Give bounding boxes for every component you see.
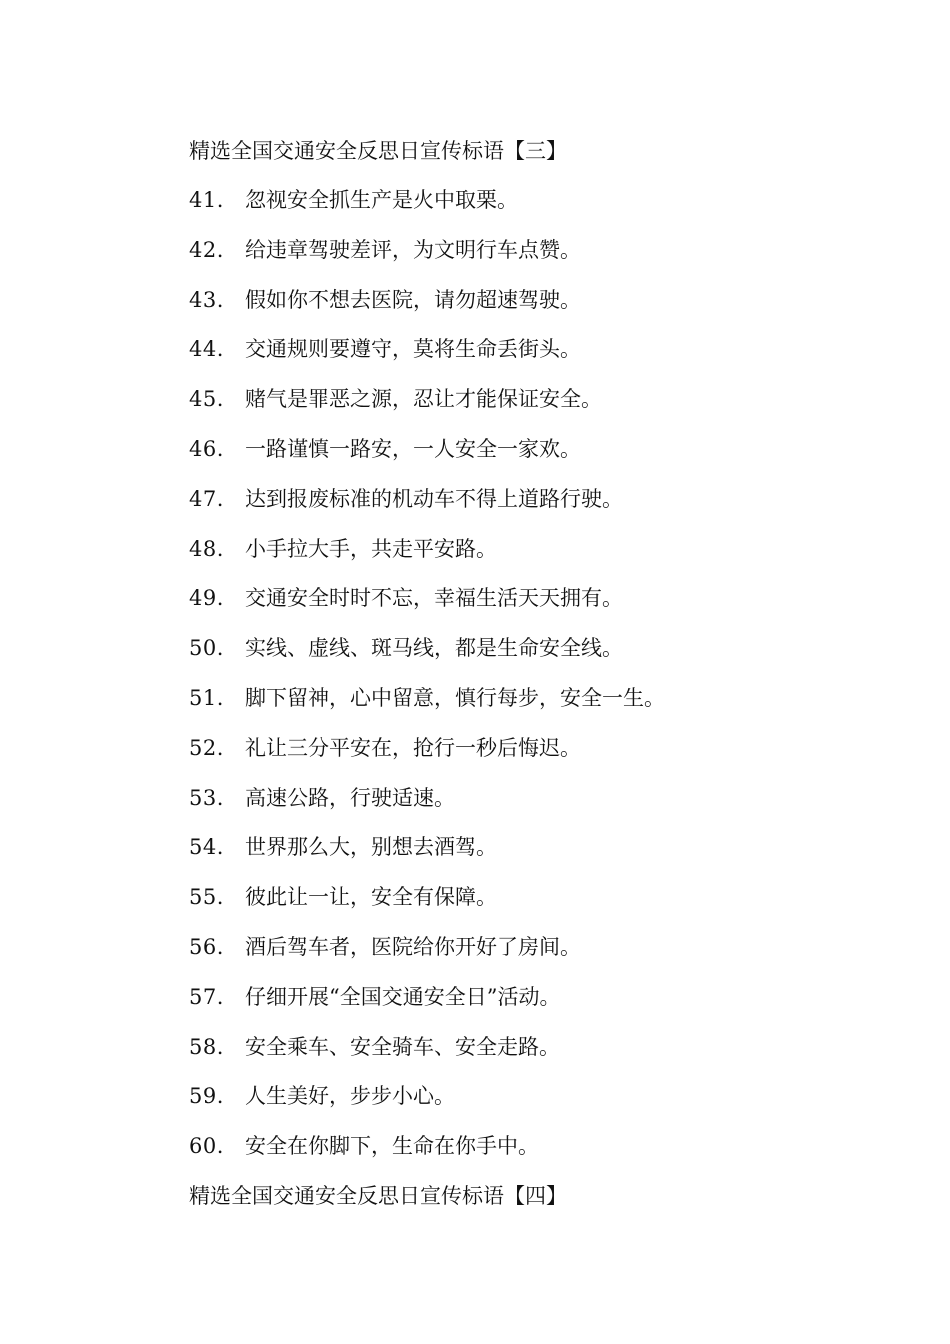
list-item (189, 1033, 665, 1083)
list-item (189, 385, 665, 435)
item-number: 46. (189, 436, 224, 461)
item-number: 57. (189, 984, 224, 1009)
section-heading-three: 精选全国交通安全反思日宣传标语【三】 (189, 139, 567, 163)
item-number: 48. (189, 536, 224, 561)
list-item (189, 883, 665, 933)
list-item (189, 286, 665, 336)
item-text: 世界那么大，别想去酒驾。 (245, 835, 497, 860)
item-number: 45. (189, 387, 224, 412)
item-text: 人生美好，步步小心。 (245, 1084, 455, 1109)
list-item (189, 833, 665, 883)
list-item (189, 983, 665, 1033)
item-text: 忽视安全抓生产是火中取栗。 (245, 188, 518, 212)
item-number: 42. (189, 237, 224, 262)
item-number: 49. (189, 586, 224, 611)
list-item (189, 485, 665, 535)
list-item (189, 784, 665, 834)
list-item (189, 435, 665, 485)
item-text: 安全在你脚下，生命在你手中。 (245, 1134, 539, 1159)
item-text: 彼此让一让，安全有保障。 (245, 885, 497, 910)
item-text: 达到报废标准的机动车不得上道路行驶。 (245, 486, 623, 511)
item-text: 高速公路，行驶适速。 (245, 785, 455, 810)
item-text: 安全乘车、安全骑车、安全走路。 (245, 1034, 560, 1059)
slogan-list (189, 186, 665, 1182)
item-text: 实线、虚线、斑马线，都是生命安全线。 (245, 636, 623, 661)
item-number: 53. (189, 785, 224, 810)
item-text: 酒后驾车者，医院给你开好了房间。 (245, 934, 581, 959)
item-text: 小手拉大手，共走平安路。 (245, 536, 497, 561)
item-number: 41. (189, 188, 224, 212)
list-item (189, 734, 665, 784)
item-text: 交通规则要遵守，莫将生命丢街头。 (245, 337, 581, 362)
list-item (189, 186, 665, 236)
item-number: 59. (189, 1084, 224, 1109)
list-item (189, 933, 665, 983)
section-heading-four: 精选全国交通安全反思日宣传标语【四】 (189, 1184, 567, 1208)
item-text: 给违章驾驶差评，为文明行车点赞。 (245, 237, 581, 262)
item-number: 52. (189, 735, 224, 760)
item-text: 仔细开展“全国交通安全日”活动。 (245, 984, 561, 1009)
item-text: 一路谨慎一路安，一人安全一家欢。 (245, 436, 581, 461)
item-text: 交通安全时时不忘，幸福生活天天拥有。 (245, 586, 623, 611)
list-item (189, 335, 665, 385)
list-item (189, 1132, 665, 1182)
item-number: 58. (189, 1034, 224, 1059)
item-number: 50. (189, 636, 224, 661)
item-number: 55. (189, 885, 224, 910)
item-text: 礼让三分平安在，抢行一秒后悔迟。 (245, 735, 581, 760)
item-number: 54. (189, 835, 224, 860)
list-item (189, 236, 665, 286)
list-item (189, 1082, 665, 1132)
item-text: 假如你不想去医院，请勿超速驾驶。 (245, 287, 581, 312)
item-text: 脚下留神，心中留意，慎行每步，安全一生。 (245, 685, 665, 710)
item-number: 60. (189, 1134, 224, 1159)
item-number: 47. (189, 486, 224, 511)
list-item (189, 535, 665, 585)
list-item (189, 584, 665, 634)
item-number: 56. (189, 934, 224, 959)
item-number: 43. (189, 287, 224, 312)
list-item (189, 634, 665, 684)
item-number: 44. (189, 337, 224, 362)
item-text: 赌气是罪恶之源，忍让才能保证安全。 (245, 387, 602, 412)
item-number: 51. (189, 685, 224, 710)
list-item (189, 684, 665, 734)
